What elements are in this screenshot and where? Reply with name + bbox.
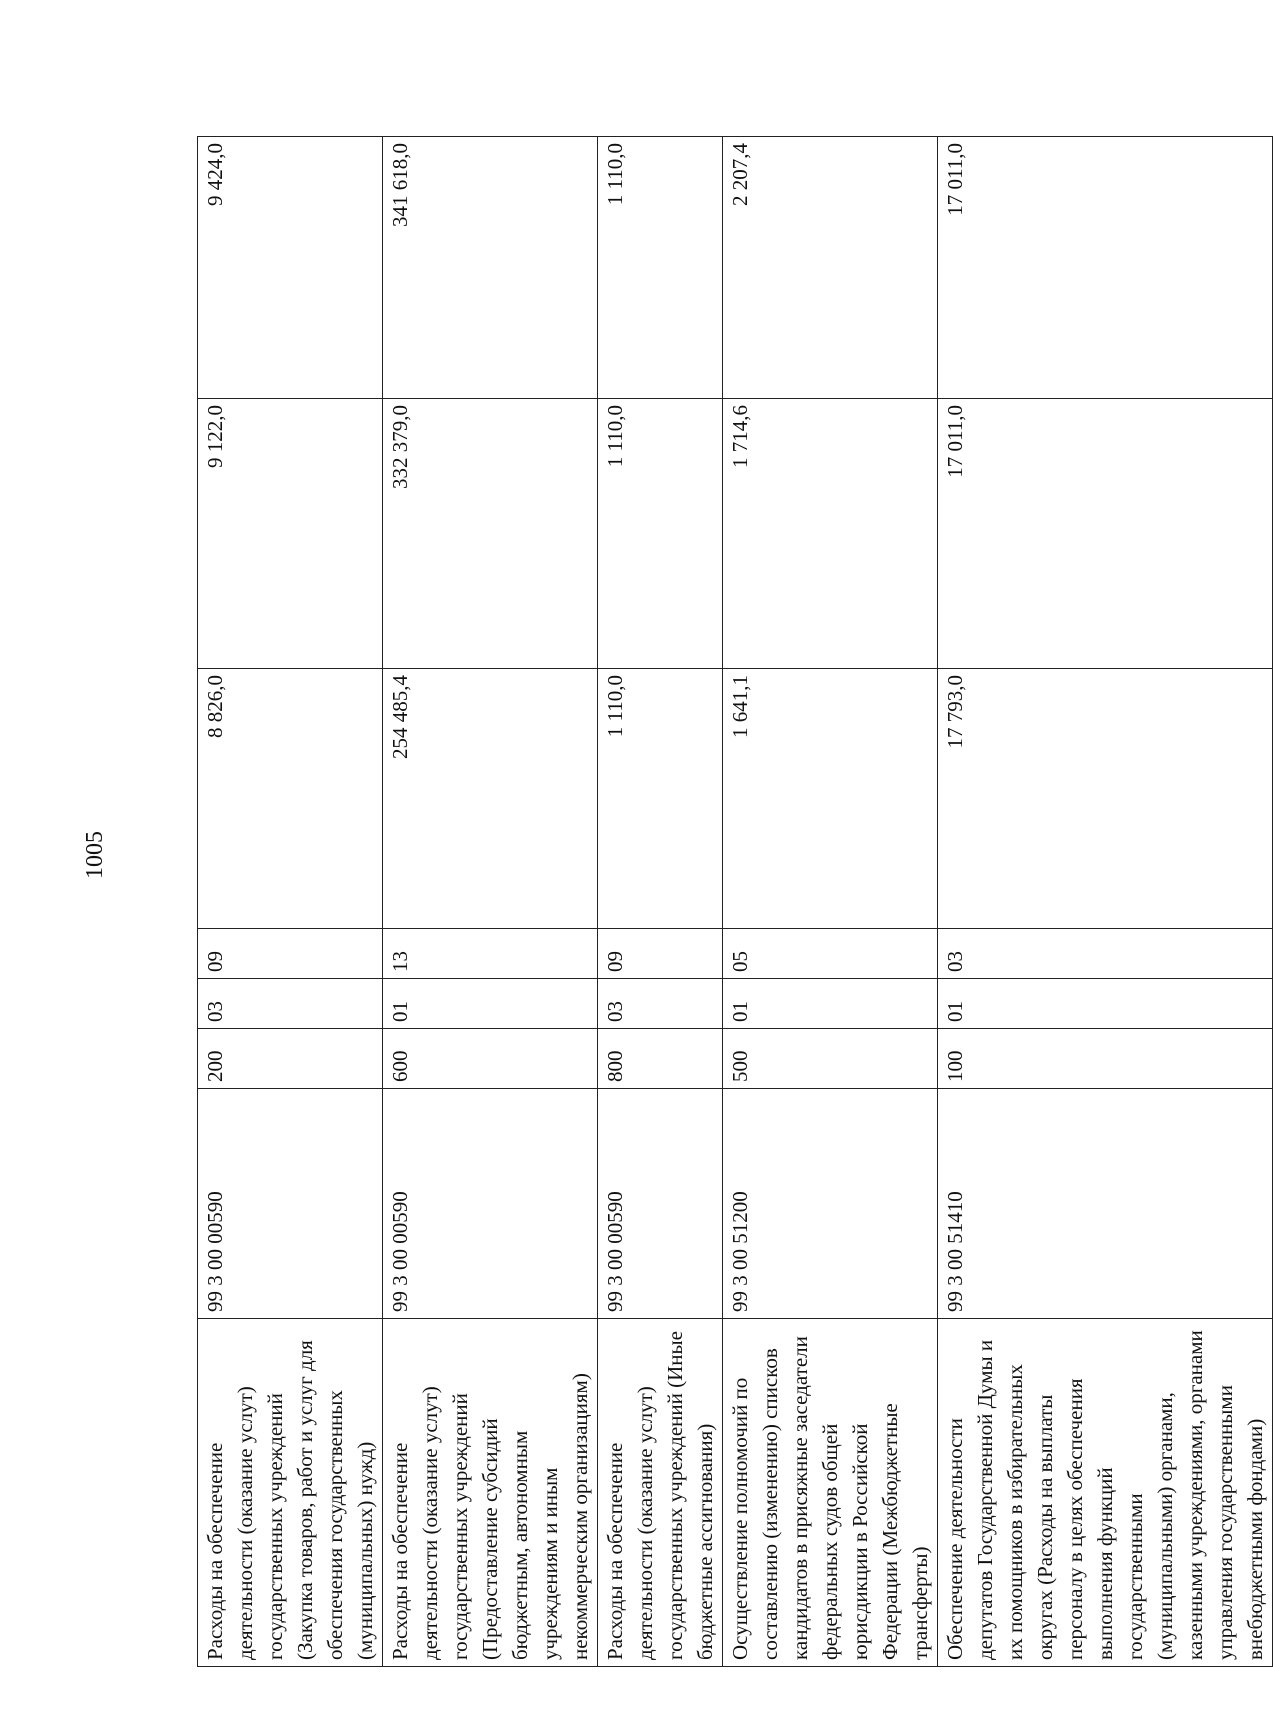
subsection-code: 05 [723, 929, 938, 979]
table-row [598, 137, 723, 1667]
section-code: 03 [598, 979, 723, 1029]
expense-type-code: 100 [938, 1029, 1273, 1089]
amount-year-1: 8 826,0 [198, 669, 383, 929]
amount-year-1: 254 485,4 [383, 669, 598, 929]
amount-year-3: 17 011,0 [938, 137, 1273, 399]
amount-year-1: 1 110,0 [598, 669, 723, 929]
target-article-code: 99 3 00 00590 [198, 1089, 383, 1319]
section-code: 01 [383, 979, 598, 1029]
row-name: Расходы на обеспечение деятельности (оказание услут) государственных учреждений (Предоставление субсидий бюджетным, автономным учреждениям и иным некоммерческим организациям) [383, 1319, 598, 1667]
page-number: 1005 [82, 831, 108, 879]
target-article-code: 99 3 00 00590 [598, 1089, 723, 1319]
amount-year-1: 17 793,0 [938, 669, 1273, 929]
section-code: 03 [198, 979, 383, 1029]
amount-year-3: 2 207,4 [723, 137, 938, 399]
row-name: Осуществление полномочий по составлению (изменению) списков кандидатов в присяжные заседатели федеральных судов общей юрисдикции в Российской Федерации (Межбюджетные трансферты) [723, 1319, 938, 1667]
subsection-code: 03 [938, 929, 1273, 979]
subsection-code: 09 [598, 929, 723, 979]
amount-year-3: 341 618,0 [383, 137, 598, 399]
row-name: Расходы на обеспечение деятельности (оказание услут) государственных учреждений (Иные бюджетные ассигнования) [598, 1319, 723, 1667]
target-article-code: 99 3 00 00590 [383, 1089, 598, 1319]
target-article-code: 99 3 00 51410 [938, 1089, 1273, 1319]
row-name: Расходы на обеспечение деятельности (оказание услут) государственных учреждений (Закупка товаров, работ и услуг для обеспечения государственных (муниципальных) нужд) [198, 1319, 383, 1667]
table-row [938, 137, 1273, 1667]
subsection-code: 09 [198, 929, 383, 979]
budget-table [197, 137, 1267, 1667]
table-row [723, 137, 938, 1667]
amount-year-3: 1 110,0 [598, 137, 723, 399]
expense-type-code: 800 [598, 1029, 723, 1089]
expense-type-code: 200 [198, 1029, 383, 1089]
amount-year-2: 17 011,0 [938, 399, 1273, 669]
target-article-code: 99 3 00 51200 [723, 1089, 938, 1319]
expense-type-code: 600 [383, 1029, 598, 1089]
amount-year-2: 332 379,0 [383, 399, 598, 669]
amount-year-3: 9 424,0 [198, 137, 383, 399]
expense-type-code: 500 [723, 1029, 938, 1089]
amount-year-2: 1 714,6 [723, 399, 938, 669]
table-row [383, 137, 598, 1667]
amount-year-2: 9 122,0 [198, 399, 383, 669]
amount-year-2: 1 110,0 [598, 399, 723, 669]
section-code: 01 [938, 979, 1273, 1029]
section-code: 01 [723, 979, 938, 1029]
subsection-code: 13 [383, 929, 598, 979]
row-name: Обеспечение деятельности депутатов Государственной Думы и их помощников в избирательных округах (Расходы на выплаты персоналу в целях обеспечения выполнения функций государственными (муниципальными) органами, казенными учреждениями, органами управления государственными внебюджетными фондами) [938, 1319, 1273, 1667]
amount-year-1: 1 641,1 [723, 669, 938, 929]
table-row [198, 137, 383, 1667]
